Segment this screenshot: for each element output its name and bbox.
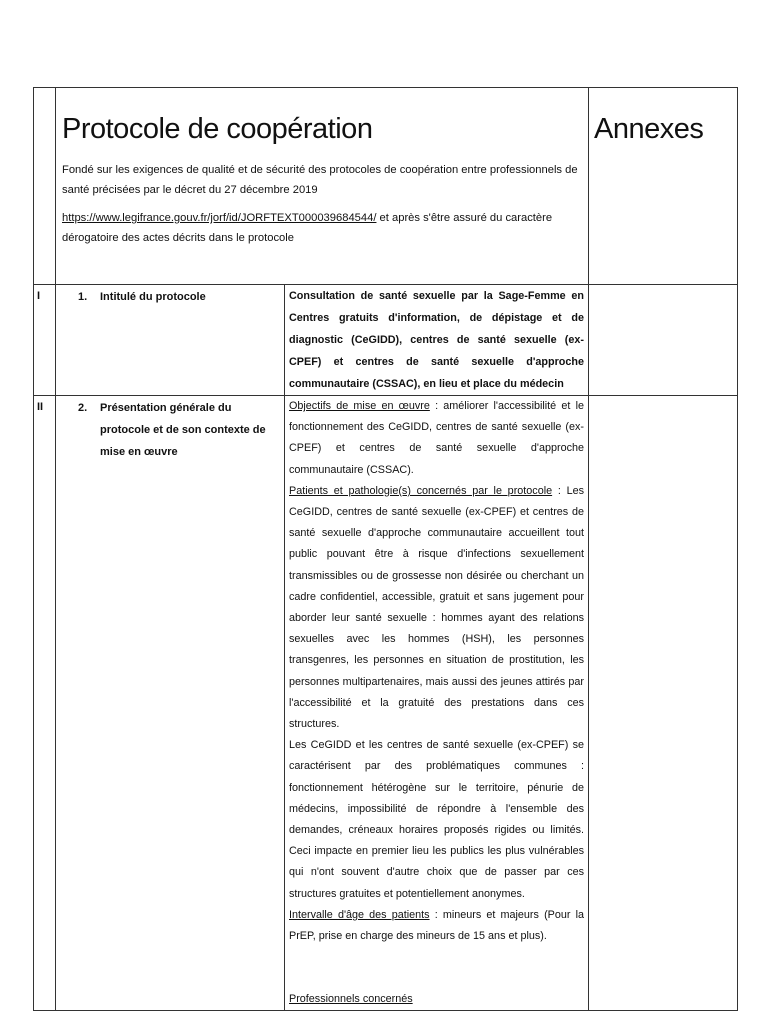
objectives-heading: Objectifs de mise en œuvre <box>289 400 430 412</box>
patients-text: : Les CeGIDD, centres de santé sexuelle (ex-CPEF) et centres de santé sexuelle d'approche communautaire accueillent tout public pouvant être à risque d'infections sexuellement transmissibles ou de grossesse non désirée ou cherchant un cadre confidentiel, accessible, gratuit et sans jugement pour aborder leur santé sexuelle : hommes ayant des relations sexuelles avec les hommes (HSH), les personnes transgenres, les personnes en situation de prostitution, les personnes multipartenaires, mais aussi des jeunes attirés par l'accessibilité et la gratuité des prestations dans ces structures. <box>289 484 585 731</box>
section-body <box>289 396 584 1010</box>
section-label <box>78 397 278 463</box>
header-main-cell <box>56 88 589 285</box>
header-empty-cell <box>34 88 56 285</box>
blank-space <box>289 947 584 989</box>
objectives-paragraph <box>289 396 584 481</box>
context-paragraph: Les CeGIDD et les centres de santé sexuelle (ex-CPEF) se caractérisent par des problématiques communes : fonctionnement hétérogène sur le territoire, pénurie de médecins, impossibilité de répondre à l'ensemble des demandes, créneaux horaires proposés rigides ou limités. Ceci impacte en premier lieu les publics les plus vulnérables qui n'ont souvent d'autre choix que de passer par ces structures gratuites et potentiellement anonymes. <box>289 739 585 900</box>
section-number: 2. <box>78 402 88 414</box>
annex-cell <box>589 285 738 396</box>
patients-heading: Patients et pathologie(s) concernés par le protocole <box>289 484 553 497</box>
section-label-text: Intitulé du protocole <box>100 291 206 303</box>
section-roman-cell <box>34 396 56 1011</box>
section-number: 1. <box>78 291 88 303</box>
header-row <box>34 88 738 285</box>
age-text: : mineurs et majeurs (Pour la PrEP, prise en charge des mineurs de 15 ans et plus). <box>289 908 585 943</box>
section-content-cell <box>285 285 589 396</box>
protocol-table <box>33 87 738 1011</box>
annex-header-cell <box>589 88 738 285</box>
annex-title: Annexes <box>594 113 704 145</box>
objectives-text: : améliorer l'accessibilité et le fonctionnement des CeGIDD, centres de santé sexuelle (ex-CPEF) et centres de santé sexuelle d'approche communautaire (CSSAC). <box>289 400 585 476</box>
legifrance-link[interactable]: https://www.legifrance.gouv.fr/jorf/id/JORFTEXT000039684544/ <box>62 212 377 224</box>
intro-link-suffix: et après s'être assuré du caractère dérogatoire des actes décrits dans le protocole <box>62 212 553 244</box>
patients-paragraph <box>289 481 584 735</box>
section-row-2 <box>34 396 738 1011</box>
professionals-paragraph <box>289 989 584 1010</box>
intro-link-paragraph <box>62 208 584 248</box>
age-paragraph <box>289 905 584 947</box>
age-heading: Intervalle d'âge des patients <box>289 908 430 921</box>
section-label-cell <box>56 285 285 396</box>
page-title: Protocole de coopération <box>62 113 373 145</box>
section-label-cell <box>56 396 285 1011</box>
section-roman-cell <box>34 285 56 396</box>
section-row-1 <box>34 285 738 396</box>
protocol-title-content: Consultation de santé sexuelle par la Sage-Femme en Centres gratuits d'information, de dépistage et de diagnostic (CeGIDD), centres de santé sexuelle (ex-CPEF) et centres de santé sexuelle d'approche communautaire (CSSAC), en lieu et place du médecin <box>289 290 585 390</box>
section-label <box>78 286 278 308</box>
section-label-text: Présentation générale du protocole et de son contexte de mise en œuvre <box>100 402 266 458</box>
section-roman: II <box>37 401 44 413</box>
intro-text: Fondé sur les exigences de qualité et de sécurité des protocoles de coopération entre professionnels de santé précisées par le décret du 27 décembre 2019 <box>62 164 578 196</box>
section-content-cell <box>285 396 589 1011</box>
professionals-heading: Professionnels concernés <box>289 993 413 1006</box>
section-roman: I <box>37 290 41 302</box>
annex-cell <box>589 396 738 1011</box>
